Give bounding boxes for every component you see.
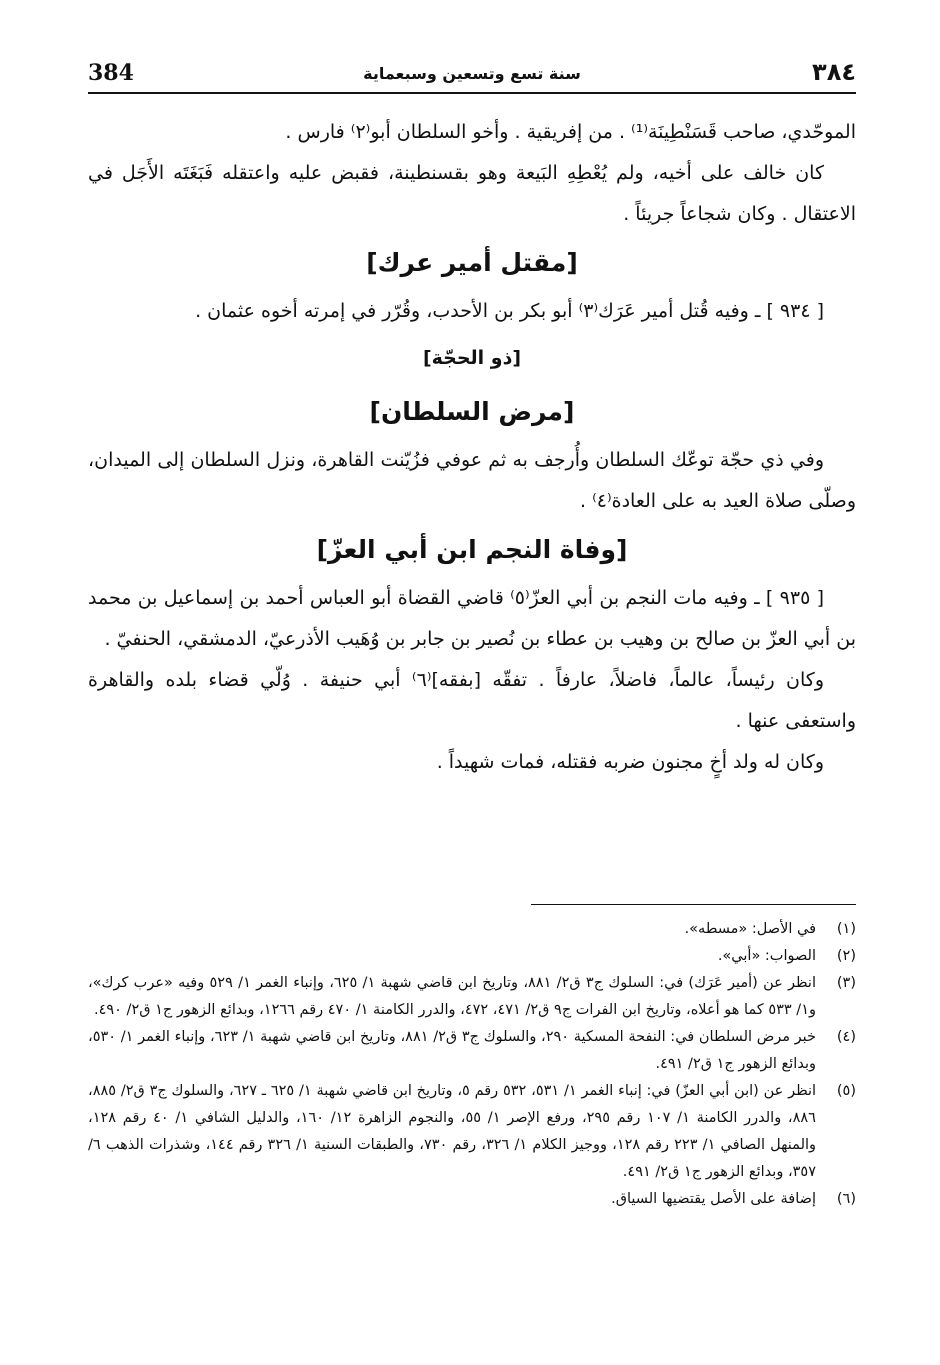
footnote-3	[88, 970, 856, 1024]
footnote-1	[88, 916, 856, 943]
footnote-6	[88, 1186, 856, 1213]
heading-murder-of-emir: [مقتل أمير عرك]	[366, 248, 578, 277]
footnote-text: انظر عن (ابن أبي العزّ) في: إنباء الغمر ١/ ٥٣١، ٥٣٢ رقم ٥، وتاريخ ابن قاضي شهبة ١/ ٦٢٥ ـ ٦٢٧، والسلوك ج٣ ق٢/ ٨٨٥، ٨٨٦، والدرر الكامنة ١/ ١٠٧ رقم ٢٩٥، ورفع الإصر ١/ ٥٥، والنجوم الزاهرة ١٢/ ١٦٠، والدليل الشافي ١/ ٤٠ رقم ١٢٨، والمنهل الصافي ١/ ٢٢٣ رقم ١٢٨، ووجيز الكلام ١/ ٣٢٦، رقم ٧٣٠، والطبقات السنية ١/ ٣٢٦ رقم ١٤٤، وشذرات الذهب ٦/ ٣٥٧، وبدائع الزهور ج١ ق٢/ ٤٩١.	[88, 1083, 817, 1180]
entry-934: [ ٩٣٤ ] ـ وفيه قُتل أمير عَرَك⁽٣⁾ أبو بكر بن الأحدب، وقُرّر في إمرته أخوه عثمان .	[195, 300, 824, 322]
footnote-5	[88, 1078, 856, 1186]
footnote-number: (٦)	[836, 1191, 856, 1207]
paragraph-1: الموحّدي، صاحب قَسَنْطِينَة⁽¹⁾ . من إفريقية . وأخو السلطان أبو⁽٢⁾ فارس .	[285, 121, 856, 143]
heading-sultan-illness: [مرض السلطان]	[369, 397, 575, 426]
heading-death-of-najm: [وفاة النجم ابن أبي العزّ]	[316, 535, 628, 564]
main-text	[88, 112, 856, 783]
page-header	[88, 56, 856, 94]
footnote-number: (٢)	[836, 948, 856, 964]
footnote-number: (١)	[836, 921, 856, 937]
footnote-text: خبر مرض السلطان في: النفحة المسكية ٢٩٠، والسلوك ج٣ ق٢/ ٨٨١، وتاريخ ابن قاضي شهبة ١/ ٦٢٣، وإنباء الغمر ١/ ٥٣٠، وبدائع الزهور ج١ ق٢/ ٤٩١.	[88, 1029, 817, 1072]
paragraph-death: وكان له ولد أخٍ مجنون ضربه فقتله، فمات شهيداً .	[436, 751, 824, 773]
footnote-number: (٣)	[836, 975, 856, 991]
footnote-number: (٥)	[836, 1083, 856, 1099]
paragraph-sultan-illness: وفي ذي حجّة توعّك السلطان وأُرجف به ثم عوفي فزُيّنت القاهرة، ونزل السلطان إلى الميدان، وصلّى صلاة العيد به على العادة⁽٤⁾ .	[88, 449, 856, 512]
footnote-text: إضافة على الأصل يقتضيها السياق.	[611, 1191, 816, 1207]
paragraph-2: كان خالف على أخيه، ولم يُعْطِهِ البَيعة وهو بقسنطينة، فقبض عليه واعتقله فَبَغَتَه الأَجَل في الاعتقال . وكان شجاعاً جريئاً .	[88, 162, 856, 225]
paragraph-biography: وكان رئيساً، عالماً، فاضلاً، عارفاً . تفقّه [بفقه]⁽٦⁾ أبي حنيفة . وُلّي قضاء بلده والقاهرة واستعفى عنها .	[88, 669, 856, 732]
running-title: سنة تسع وتسعين وسبعماية	[363, 64, 581, 83]
footnotes	[88, 916, 856, 1213]
entry-935: [ ٩٣٥ ] ـ وفيه مات النجم بن أبي العزّ⁽٥⁾ قاضي القضاة أبو العباس أحمد بن إسماعيل بن محمد بن أبي العزّ بن صالح بن وهيب بن عطاء بن نُصير بن جابر بن وُهَيب الأذرعيّ، الدمشقي، الحنفيّ .	[88, 587, 856, 650]
heading-dhu-al-hijja: [ذو الحجّة]	[422, 347, 522, 369]
page-number-latin: 384	[88, 60, 134, 86]
footnote-text: في الأصل: «مسطه».	[684, 921, 816, 937]
footnote-text: الصواب: «أبي».	[717, 948, 816, 964]
footnote-4	[88, 1024, 856, 1078]
footnote-2	[88, 943, 856, 970]
page-number-arabic: ٣٨٤	[812, 58, 856, 86]
footnote-separator	[531, 904, 856, 905]
footnote-text: انظر عن (أمير عَرَك) في: السلوك ج٣ ق٢/ ٨٨١، وتاريخ ابن قاضي شهبة ١/ ٦٢٥، وإنباء الغمر ١/ ٥٢٩ وفيه «عرب كرك»، و١/ ٥٣٣ كما هو أعلاه، وتاريخ ابن الفرات ج٩ ق٢/ ٤٧١، ٤٧٢، والدرر الكامنة ١/ ٤٧٠ رقم ١٢٦٦، وبدائع الزهور ج١ ق٢/ ٤٩٠.	[88, 975, 816, 1018]
footnote-number: (٤)	[836, 1029, 856, 1045]
